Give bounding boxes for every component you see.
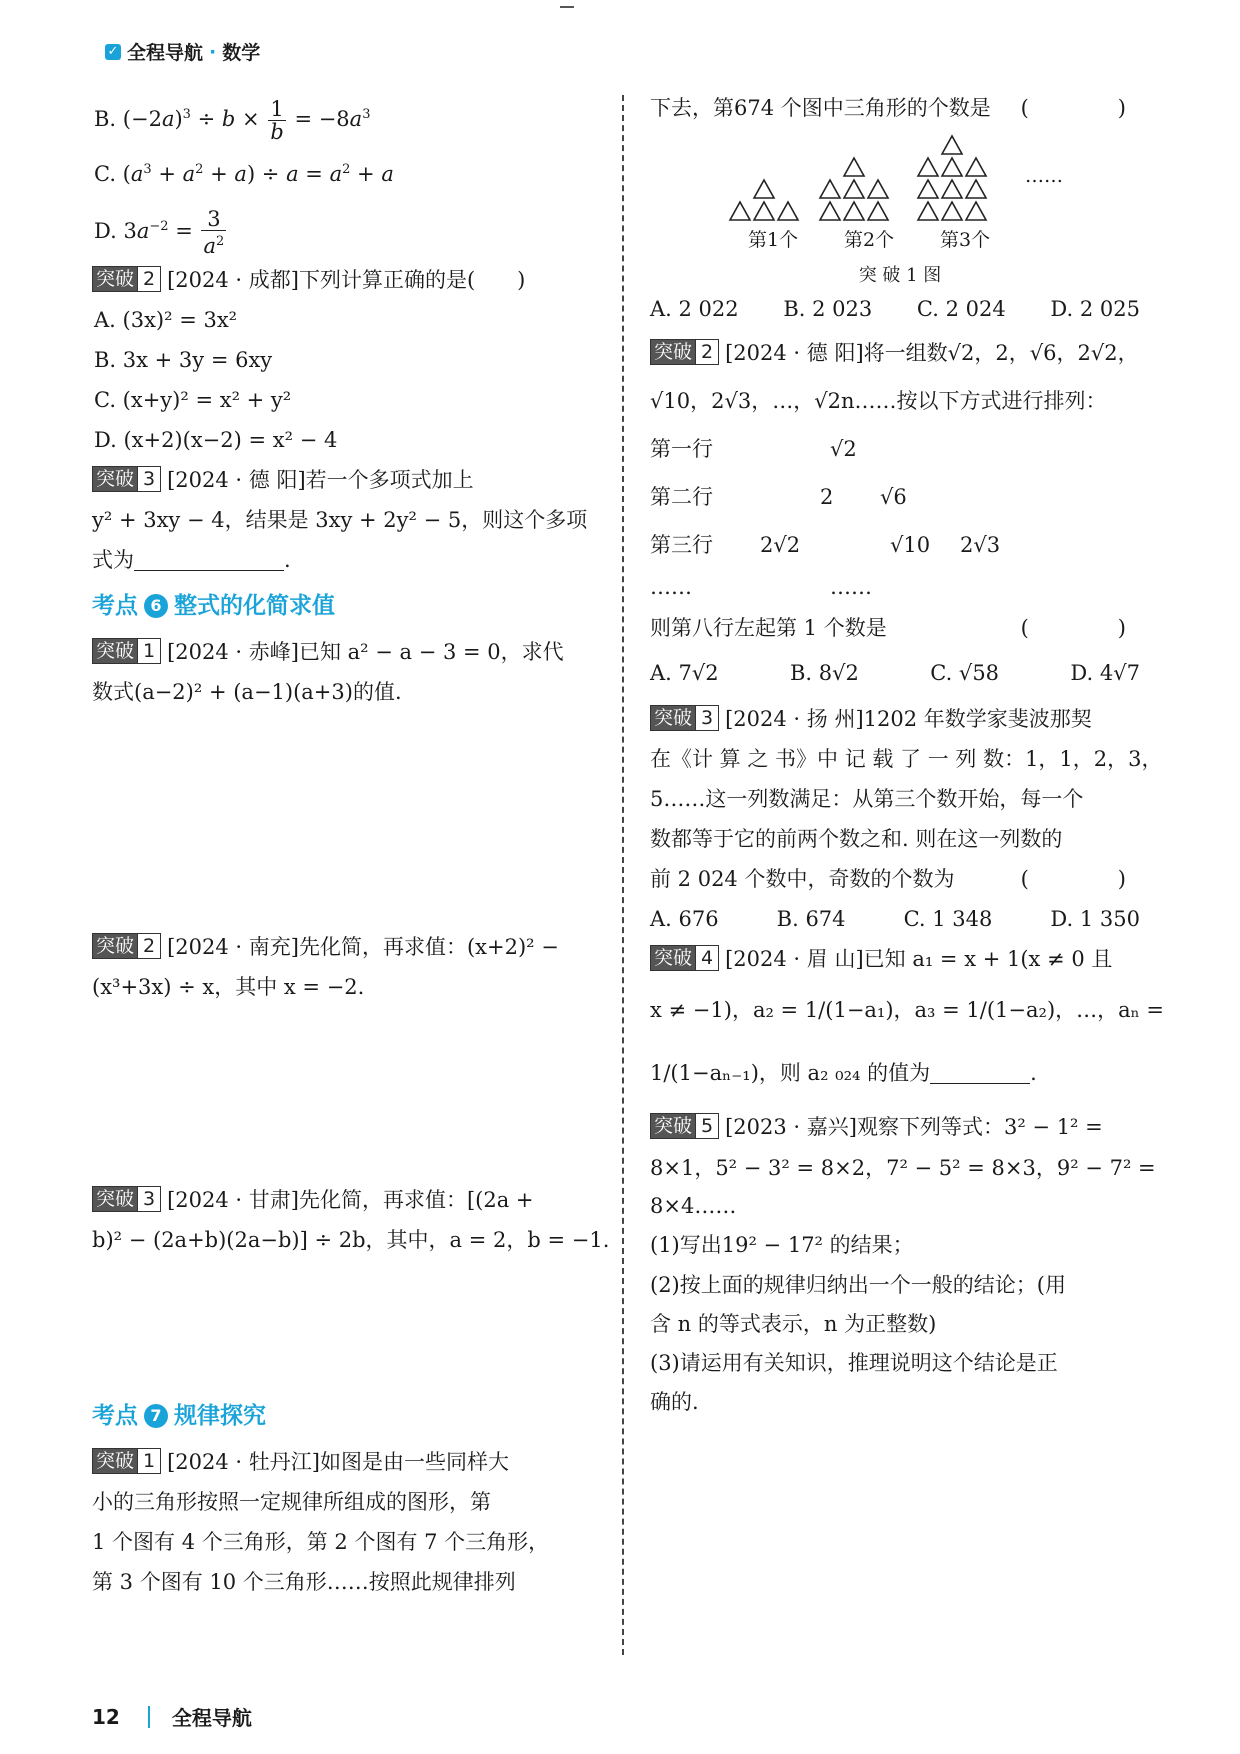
s7q4-line-3: 1/(1−aₙ₋₁)，则 a₂ ₀₂₄ 的值为 . xyxy=(650,1061,1037,1085)
top-mark xyxy=(560,6,574,8)
figure-ellipsis: …… xyxy=(1025,165,1063,187)
answer-blank[interactable] xyxy=(134,570,284,571)
triangle-mark xyxy=(942,136,962,154)
s7q5-part-3b: 确的. xyxy=(650,1390,699,1414)
option-b[interactable]: B. 674 xyxy=(776,907,846,931)
triangle-figure xyxy=(650,128,1160,263)
s7q3-line-2: 在《计 算 之 书》中 记 载 了 一 列 数：1，1，2，3， xyxy=(650,747,1163,771)
triangle-mark xyxy=(918,202,938,220)
s7q5-line-3: 8×4…… xyxy=(650,1194,737,1218)
triangle-mark xyxy=(868,180,888,198)
s7q5-line-2: 8×1，5² − 3² = 8×2，7² − 5² = 8×3，9² − 7² = xyxy=(650,1156,1156,1180)
s7q5-part-3a: (3)请运用有关知识，推理说明这个结论是正 xyxy=(650,1351,1058,1375)
s6q1-line-2: 数式(a−2)² + (a−1)(a+3)的值. xyxy=(92,680,402,704)
breakthrough-badge: 突破 2 xyxy=(92,933,161,959)
s7q5-line-1: 突破 5 [2023 · 嘉兴]观察下列等式：3² − 1² = xyxy=(650,1105,1160,1149)
s7q4-line-1: 突破 4 [2024 · 眉 山]已知 a₁ = x + 1(x ≠ 0 且 xyxy=(650,939,1160,979)
triangle-mark xyxy=(918,158,938,176)
header-title: 全程导航 xyxy=(127,42,204,64)
option-c[interactable]: C. 2 024 xyxy=(916,297,1006,321)
figure-label-2: 第2个 xyxy=(844,229,895,251)
s7q1-continuation: 下去，第674 个图中三角形的个数是 ( ) xyxy=(650,96,1160,120)
s7q1-line-2: 小的三角形按照一定规律所组成的图形，第 xyxy=(92,1490,491,1514)
breakthrough-badge: 突破 3 xyxy=(650,705,719,731)
answer-blank[interactable] xyxy=(930,1083,1030,1084)
prev-option-c: C. $(a^3 + a^2 + a) \div a = a^2 + a$ xyxy=(94,162,394,186)
s6q1-line-1: 突破 1 [2024 · 赤峰]已知 a² − a − 3 = 0，求代 xyxy=(92,632,602,672)
s7q3-line-1: 突破 3 [2024 · 扬 州]1202 年数学家斐波那契 xyxy=(650,699,1160,739)
s7q5-part-1: (1)写出19² − 17² 的结果； xyxy=(650,1233,914,1257)
figure-label-3: 第3个 xyxy=(940,229,991,251)
q2-option-d: D. (x+2)(x−2) = x² − 4 xyxy=(94,428,338,452)
s7q3-line-4: 数都等于它的前两个数之和. 则在这一列数的 xyxy=(650,827,1063,851)
column-divider xyxy=(622,95,624,1655)
breakthrough-badge: 突破 3 xyxy=(92,466,161,492)
answer-space[interactable] xyxy=(92,1260,602,1390)
q3-line-2: y² + 3xy − 4，结果是 3xy + 2y² − 5，则这个多项 xyxy=(92,508,588,532)
triangle-mark xyxy=(942,202,962,220)
section-7-heading: 考点 7 规律探究 xyxy=(92,1403,266,1429)
answer-space[interactable] xyxy=(92,1007,602,1180)
figure-label-1: 第1个 xyxy=(748,229,799,251)
q2-stem: 突破 2 [2024 · 成都]下列计算正确的是( ) xyxy=(92,260,602,300)
s7q2-options xyxy=(650,651,1140,695)
triangle-mark xyxy=(844,202,864,220)
s7q5-part-2a: (2)按上面的规律归纳出一个一般的结论；(用 xyxy=(650,1273,1066,1297)
triangle-mark xyxy=(844,158,864,176)
s7q1-line-3: 1 个图有 4 个三角形，第 2 个图有 7 个三角形， xyxy=(92,1530,550,1554)
arrangement-row-1: 第一行 √2 xyxy=(650,437,857,461)
s6q3-line-1: 突破 3 [2024 · 甘肃]先化简，再求值：[(2a + xyxy=(92,1180,602,1220)
s6q3-line-2: b)² − (2a+b)(2a−b)] ÷ 2b，其中，a = 2，b = −1. xyxy=(92,1228,610,1252)
breakthrough-badge: 突破 4 xyxy=(650,945,719,971)
breakthrough-badge: 突破 1 xyxy=(92,638,161,664)
s7q2-line-2: √10，2√3，…，√2n……按以下方式进行排列： xyxy=(650,389,1107,413)
breakthrough-badge: 突破 2 xyxy=(650,339,719,365)
option-a[interactable]: A. 7√2 xyxy=(650,661,719,685)
check-icon: ✓ xyxy=(105,44,121,60)
breakthrough-badge: 突破 2 xyxy=(92,266,161,292)
triangle-mark xyxy=(966,158,986,176)
answer-space[interactable] xyxy=(92,712,602,927)
prev-option-b: B. $(-2a)^3 \div b$ × $\frac{1}{b}$ = $-8a^3$ xyxy=(94,97,371,144)
triangle-mark xyxy=(820,180,840,198)
s6q2-line-2: (x³+3x) ÷ x，其中 x = −2. xyxy=(92,975,365,999)
triangle-mark xyxy=(844,180,864,198)
breakthrough-badge: 突破 1 xyxy=(92,1448,161,1474)
arrangement-dots: …… …… xyxy=(650,575,872,599)
s7q2-question: 则第八行左起第 1 个数是 ( ) xyxy=(650,616,1160,640)
triangle-mark xyxy=(778,202,798,220)
triangle-mark xyxy=(754,180,774,198)
option-a[interactable]: A. 2 022 xyxy=(650,297,739,321)
q3-line-3: 式为 . xyxy=(92,548,291,572)
breakthrough-badge: 突破 5 xyxy=(650,1113,719,1139)
s7q3-options xyxy=(650,899,1140,939)
footer-divider xyxy=(148,1706,150,1728)
arrangement-row-3: 第三行 2√2 √10 2√3 xyxy=(650,533,1001,557)
triangle-mark xyxy=(966,202,986,220)
right-column xyxy=(650,88,1165,1421)
option-b[interactable]: B. 8√2 xyxy=(790,661,859,685)
q3-line-1: 突破 3 [2024 · 德 阳]若一个多项式加上 xyxy=(92,460,602,500)
triangle-mark xyxy=(820,202,840,220)
figure-caption: 突 破 1 图 xyxy=(858,265,942,286)
page-footer xyxy=(92,1702,252,1731)
s7q3-line-3: 5……这一列数满足：从第三个数开始，每一个 xyxy=(650,787,1084,811)
triangle-mark xyxy=(754,202,774,220)
footer-title: 全程导航 xyxy=(171,1706,252,1730)
s7q1-line-1: 突破 1 [2024 · 牡丹江]如图是由一些同样大 xyxy=(92,1442,602,1482)
section-6-heading: 考点 6 整式的化简求值 xyxy=(92,593,335,619)
s7q2-line-1: 突破 2 [2024 · 德 阳]将一组数√2，2，√6，2√2， xyxy=(650,329,1160,377)
option-c[interactable]: C. 1 348 xyxy=(903,907,993,931)
s7q1-options xyxy=(650,289,1140,329)
prev-option-d: D. $3a^{-2}$ = $\frac{3}{a^2}$ xyxy=(94,207,225,258)
option-d[interactable]: D. 1 350 xyxy=(1050,907,1140,931)
arrangement-row-2: 第二行 2 √6 xyxy=(650,485,907,509)
option-d[interactable]: D. 4√7 xyxy=(1070,661,1140,685)
q2-option-b: B. 3x + 3y = 6xy xyxy=(94,348,273,372)
triangle-mark xyxy=(868,202,888,220)
option-c[interactable]: C. √58 xyxy=(930,661,1000,685)
s6q2-line-1: 突破 2 [2024 · 南充]先化简，再求值：(x+2)² − xyxy=(92,927,602,967)
option-b[interactable]: B. 2 023 xyxy=(783,297,873,321)
triangle-mark xyxy=(730,202,750,220)
triangle-mark xyxy=(942,158,962,176)
triangle-mark xyxy=(966,180,986,198)
q2-option-a: A. (3x)² = 3x² xyxy=(94,308,238,332)
q2-option-c: C. (x+y)² = x² + y² xyxy=(94,388,292,412)
s7q5-part-2b: 含 n 的等式表示，n 为正整数) xyxy=(650,1312,937,1336)
triangle-pattern xyxy=(650,132,1160,242)
option-a[interactable]: A. 676 xyxy=(650,907,719,931)
header-separator: · xyxy=(209,40,217,63)
page-header xyxy=(105,38,260,65)
s7q3-line-5: 前 2 024 个数中，奇数的个数为 ( ) xyxy=(650,867,1160,891)
page-number: 12 xyxy=(92,1704,120,1729)
breakthrough-badge: 突破 3 xyxy=(92,1186,161,1212)
triangle-mark xyxy=(942,180,962,198)
header-subject: 数学 xyxy=(222,42,261,64)
s7q1-line-4: 第 3 个图有 10 个三角形……按照此规律排列 xyxy=(92,1570,516,1594)
triangle-mark xyxy=(918,180,938,198)
option-d[interactable]: D. 2 025 xyxy=(1050,297,1140,321)
left-column xyxy=(92,88,610,1602)
s7q4-line-2: x ≠ −1)，a₂ = 1/(1−a₁)，a₃ = 1/(1−a₂)，…，aₙ = xyxy=(650,998,1165,1022)
